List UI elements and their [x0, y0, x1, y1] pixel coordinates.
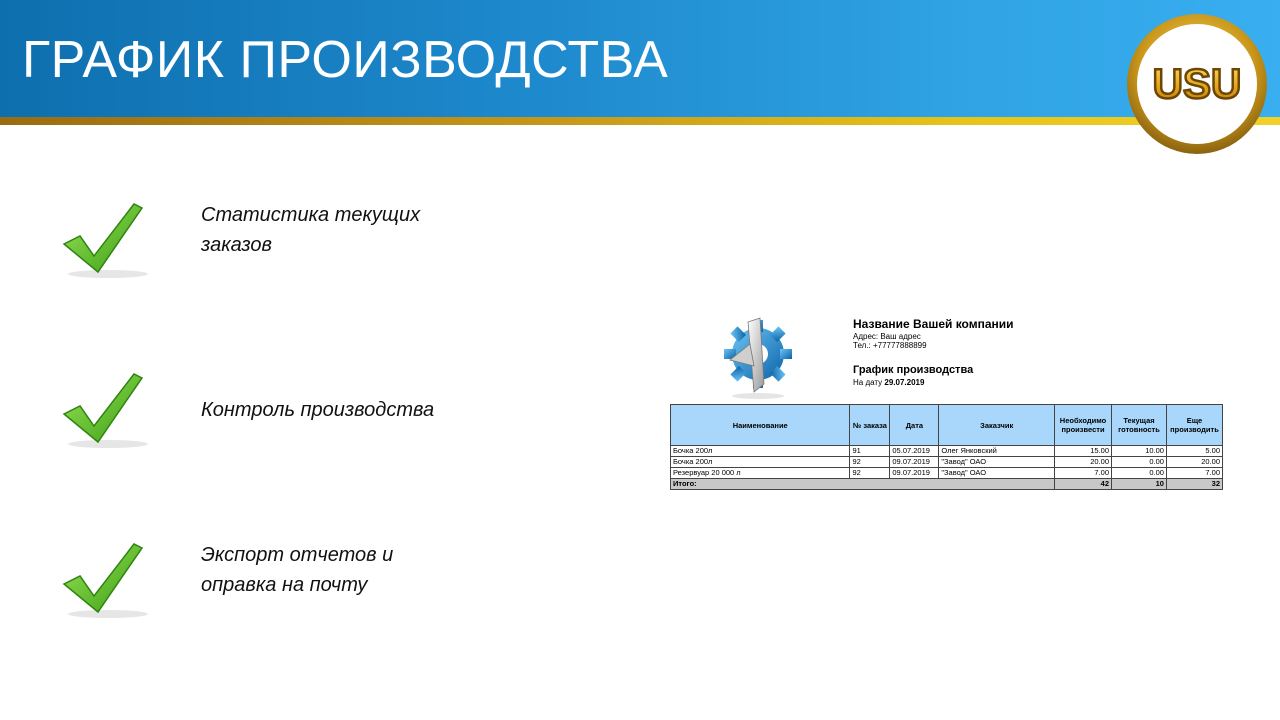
production-table — [670, 404, 1223, 490]
checkmark-icon — [58, 540, 154, 624]
table-cell: "Завод" ОАО — [939, 457, 1055, 468]
checkmark-icon — [58, 370, 154, 454]
column-header: № заказа — [850, 405, 890, 446]
table-cell: Олег Янковский — [939, 446, 1055, 457]
table-cell: 09.07.2019 — [890, 457, 939, 468]
bullet-text-production-control — [201, 395, 491, 425]
table-cell: 20.00 — [1166, 457, 1222, 468]
table-total-row — [671, 479, 1223, 490]
bullet-text-line: заказов — [201, 234, 272, 256]
company-address: Адрес: Ваш адрес — [853, 332, 921, 341]
table-cell: 7.00 — [1166, 468, 1222, 479]
bullet-item-statistics — [58, 200, 478, 290]
usu-logo — [1125, 12, 1269, 156]
table-cell: 0.00 — [1112, 468, 1167, 479]
report-date-label: На дату — [853, 378, 883, 387]
gold-divider — [0, 117, 1280, 125]
bullet-item-export — [58, 540, 478, 630]
table-cell: 92 — [850, 457, 890, 468]
page-title: ГРАФИК ПРОИЗВОДСТВА — [22, 31, 669, 89]
gear-logo-icon — [720, 314, 792, 400]
table-header-row — [671, 405, 1223, 446]
checkmark-icon — [58, 200, 154, 284]
report-date — [853, 378, 924, 387]
column-header: Заказчик — [939, 405, 1055, 446]
company-name: Название Вашей компании — [853, 317, 1014, 331]
table-cell: 7.00 — [1055, 468, 1112, 479]
report-title: График производства — [853, 364, 974, 376]
table-cell: 5.00 — [1166, 446, 1222, 457]
table-cell: 91 — [850, 446, 890, 457]
title-bar — [0, 0, 1280, 117]
table-cell: Бочка 200л — [671, 446, 850, 457]
bullet-text-export — [201, 540, 491, 600]
table-cell: 20.00 — [1055, 457, 1112, 468]
column-header: Текущая готовность — [1112, 405, 1167, 446]
table-cell: Бочка 200л — [671, 457, 850, 468]
column-header: Наименование — [671, 405, 850, 446]
table-cell: 0.00 — [1112, 457, 1167, 468]
bullet-text-line: оправка на почту — [201, 574, 368, 596]
table-cell: Резервуар 20 000 л — [671, 468, 850, 479]
total-ready: 10 — [1112, 479, 1167, 490]
logo-text: USU — [1152, 60, 1242, 107]
table-cell: "Завод" ОАО — [939, 468, 1055, 479]
bullet-text-statistics — [201, 200, 491, 260]
table-cell: 92 — [850, 468, 890, 479]
column-header: Необходимо произвести — [1055, 405, 1112, 446]
bullet-item-production-control — [58, 370, 478, 460]
table-cell: 10.00 — [1112, 446, 1167, 457]
company-phone: Тел.: +77777888899 — [853, 341, 927, 350]
bullet-text-line: Экспорт отчетов и — [201, 544, 394, 566]
column-header: Еще производить — [1166, 405, 1222, 446]
table-cell: 09.07.2019 — [890, 468, 939, 479]
report-date-value: 29.07.2019 — [884, 378, 925, 387]
table-cell: 15.00 — [1055, 446, 1112, 457]
bullet-text-line: Статистика текущих — [201, 204, 421, 226]
table-row — [671, 446, 1223, 457]
table-row — [671, 457, 1223, 468]
table-cell: 05.07.2019 — [890, 446, 939, 457]
total-label: Итого: — [671, 479, 1055, 490]
table-row — [671, 468, 1223, 479]
production-report-preview — [670, 310, 1230, 500]
total-needed: 42 — [1055, 479, 1112, 490]
column-header: Дата — [890, 405, 939, 446]
bullet-text-line: Контроль производства — [201, 399, 435, 421]
total-remaining: 32 — [1166, 479, 1222, 490]
